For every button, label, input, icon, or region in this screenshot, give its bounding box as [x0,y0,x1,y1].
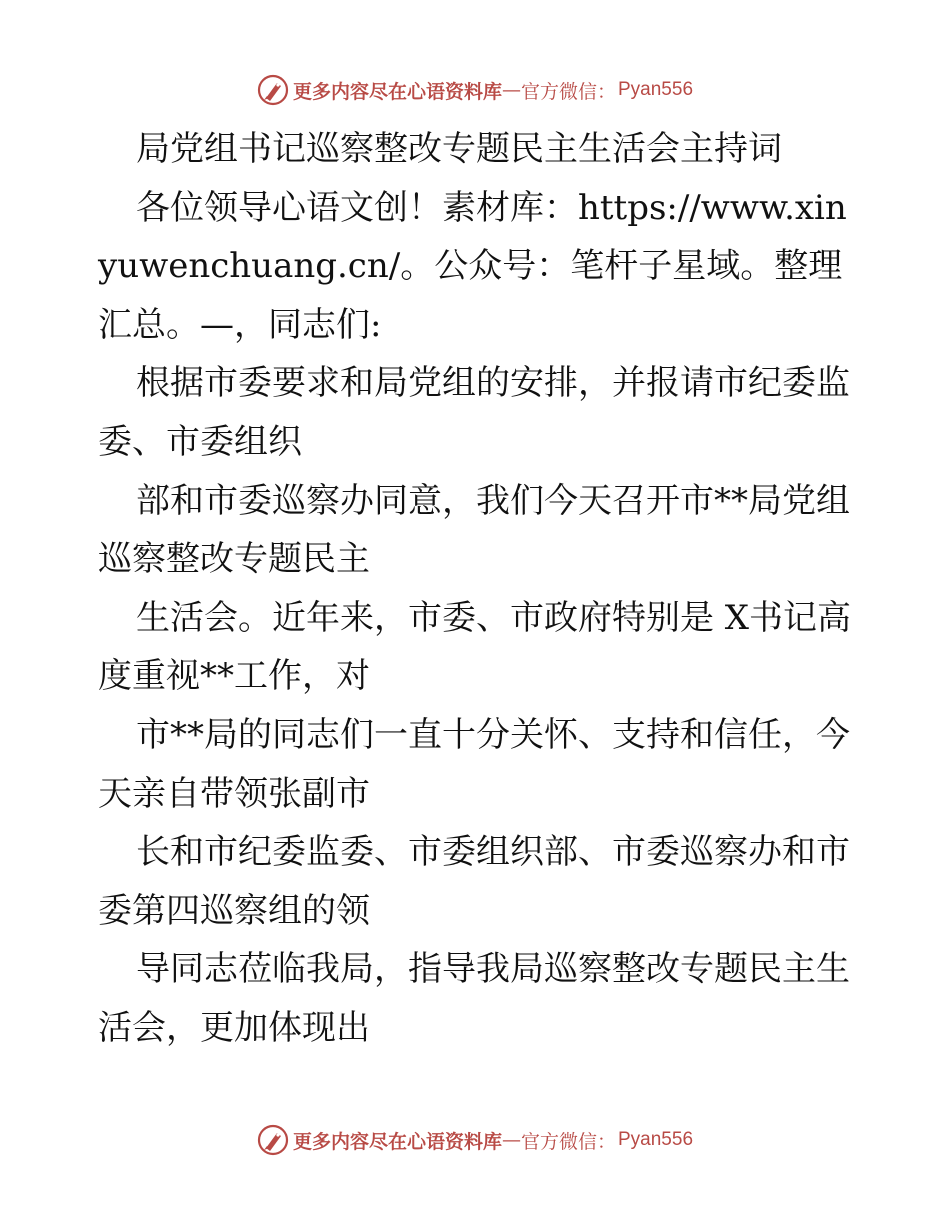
footer-banner [0,1120,950,1160]
paragraph: 导同志莅临我局，指导我局巡察整改专题民主生活会，更加体现出 [98,949,850,1048]
pen-nib-logo-icon [257,74,289,106]
brand-text: 更多内容尽在心语资料库 [292,80,502,103]
document-body [98,120,858,1058]
banner-separator: — [501,79,521,101]
paragraph: 长和市纪委监委、市委组织部、市委巡察办和市委第四巡察组的领 [98,832,850,931]
paragraph: 根据市委要求和局党组的安排，并报请市纪委监委、市委组织 [98,363,850,462]
paragraph: 生活会。近年来，市委、市政府特别是 X书记高度重视**工作，对 [98,597,852,697]
document-title: 局党组书记巡察整改专题民主生活会主持词 [136,129,782,169]
pen-nib-logo-icon [257,1124,289,1156]
wechat-id: Pyan556 [618,79,694,100]
header-banner [0,70,950,110]
paragraph: 部和市委巡察办同意，我们今天召开市**局党组巡察整改专题民主 [98,480,850,580]
paragraph: 市**局的同志们一直十分关怀、支持和信任，今天亲自带领张副市 [98,714,850,814]
wechat-label: 官方微信： [520,1130,616,1153]
wechat-label: 官方微信： [520,80,616,103]
banner-separator: — [501,1129,521,1151]
paragraph: 各位领导心语文创！素材库：https://www.xinyuwenchuang.cn/。公众号：笔杆子星域。整理汇总。—，同志们: [98,187,847,345]
wechat-id: Pyan556 [618,1129,694,1150]
brand-text: 更多内容尽在心语资料库 [292,1130,502,1153]
